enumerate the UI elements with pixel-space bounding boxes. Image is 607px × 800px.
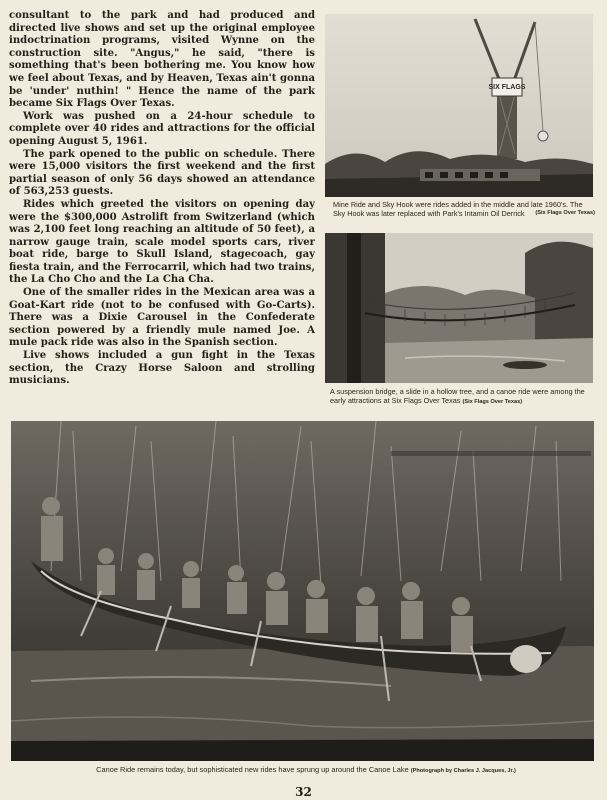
canoe-ride-photo-image bbox=[11, 421, 594, 761]
canoe-ride-caption bbox=[11, 765, 601, 776]
article-paragraph: The park opened to the public on schedule. There were 15,000 visitors the first weekend and the first partial season of only 56 days showed an attendance of 563,253 guests. bbox=[9, 148, 315, 198]
article-paragraph: consultant to the park and had produced and directed live shows and set up the original employee indoctrination programs, visited Wynne on the construction site. "Angus," he said, "there is something that's been bothering me. You know how we feel about Texas, and by Heaven, Texas ain't gonna be 'under' nuthin! " Hence the name of the park became Six Flags Over Texas. bbox=[9, 10, 315, 110]
suspension-bridge-caption bbox=[330, 387, 598, 408]
sky-hook-caption bbox=[333, 200, 595, 219]
canoe-ride-caption-text: Canoe Ride remains today, but sophisticated new rides have sprung up around the Canoe Lake bbox=[96, 765, 409, 774]
suspension-bridge-caption-text: A suspension bridge, a slide in a hollow tree, and a canoe ride were among the early attractions at Six Flags Over Texas bbox=[330, 387, 585, 406]
article-paragraph: Live shows included a gun fight in the Texas section, the Crazy Horse Saloon and strolling musicians. bbox=[9, 350, 315, 387]
article-paragraph: One of the smaller rides in the Mexican area was a Goat-Kart ride (not to be confused with Go-Carts). There was a Dixie Carousel in the Confederate section powered by a friendly mule named Joe. A mule pack ride was also in the Spanish section. bbox=[9, 287, 315, 349]
article-text-column bbox=[9, 10, 315, 418]
page-number: 32 bbox=[295, 785, 312, 799]
canoe-ride-photo bbox=[11, 421, 594, 761]
sky-hook-photo bbox=[325, 14, 593, 197]
sky-hook-caption-text: Mine Ride and Sky Hook were rides added in the middle and late 1960's. The Sky Hook was later replaced with Park's Intamin Oil Derrick bbox=[333, 200, 583, 219]
canoe-ride-credit: (Photograph by Charles J. Jacques, Jr.) bbox=[410, 768, 516, 774]
suspension-bridge-credit: (Six Flags Over Texas) bbox=[462, 399, 523, 406]
suspension-bridge-photo bbox=[325, 233, 593, 383]
suspension-bridge-photo-image bbox=[325, 233, 593, 383]
six-flags-sign-text: SIX FLAGS bbox=[488, 84, 526, 91]
sky-hook-photo-image bbox=[325, 14, 593, 197]
sky-hook-credit: (Six Flags Over Texas) bbox=[535, 210, 595, 217]
article-paragraph: Work was pushed on a 24-hour schedule to complete over 40 rides and attractions for the official opening August 5, 1961. bbox=[9, 110, 315, 147]
article-paragraph: Rides which greeted the visitors on opening day were the $300,000 Astrolift from Switzerland (which was 2,100 feet long reaching an altitude of 50 feet), a narrow gauge train, scale model sports cars, river boat ride, barge to Skull Island, stagecoach, gay fiesta train, and the Ferrocarril, which had two trains, the La Cho Cho and the La Cha Cha. bbox=[9, 198, 315, 286]
